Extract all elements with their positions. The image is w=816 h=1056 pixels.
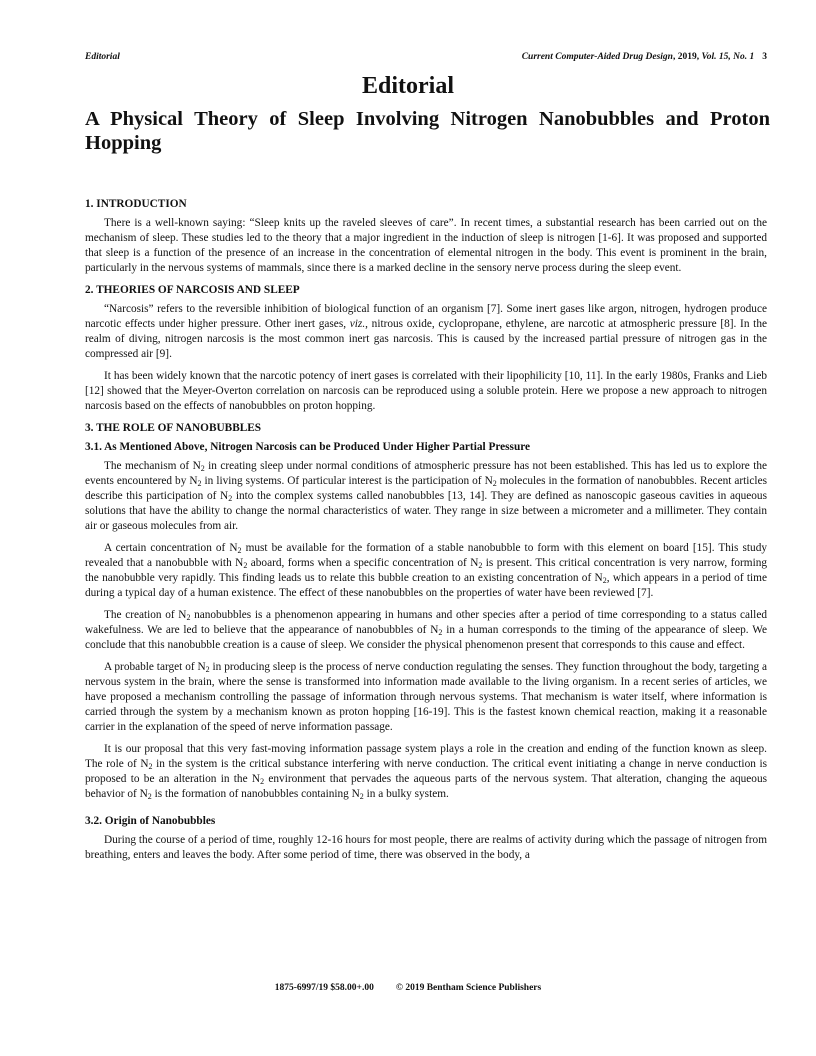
text-run: is present. This critical concentration is very narrow, forming the nanobubble very rapidly. This finding leads us to relate this bubble creation to an existing concentration of — [85, 557, 768, 584]
paragraph: It has been widely known that the narcotic potency of inert gases is correlated with their lipophilicity [10, 11]. In the early 1980s, Franks and Lieb [12] showed that the Meyer-Overton correlation on narcosis can be reproduced using a soluble protein. Here we propose a new approach to nitrogen narcosis based on the effects of nanobubbles on proton hopping. — [85, 370, 767, 412]
paragraph — [85, 541, 767, 601]
text-run: in the system is the critical substance interfering with nerve conduction. The critical event initiating a change in nerve conduction is proposed to be an alteration in the — [85, 758, 767, 785]
text-run: The mechanism of — [104, 460, 193, 472]
n2-subscript: 2 — [260, 777, 265, 786]
n2-subscript: 2 — [602, 576, 607, 585]
n2-formula: $N_2$ — [178, 609, 191, 622]
n2-subscript: 2 — [243, 561, 248, 570]
n2-subscript: 2 — [438, 628, 443, 637]
text-run: , which appears in a period of time during a typical day of a human existence. The effect of these nanobubbles on the properties of water have been reviewed [7]. — [85, 572, 767, 599]
text-run: “Narcosis” refers to the reversible inhibition of biological function of an organism [7]. Some inert gases like argon, nitrogen, hydrogen produce narcotic effects under higher pressure. Other inert gases, — [85, 303, 767, 330]
text-run: molecules in the formation of nanobubbles. Recent articles describe this participation of — [85, 475, 767, 502]
text-run: It is our proposal that this very fast-moving information passage system plays a role in the creation and ending of the function known as sleep. The role of — [85, 743, 767, 770]
n2-subscript: 2 — [200, 464, 205, 473]
n2-subscript: 2 — [492, 479, 497, 488]
article-type: Editorial — [361, 73, 454, 99]
n2-formula: $N_2$ — [189, 475, 202, 488]
text-run: nanobubbles is a phenomenon appearing in humans and other species after a period of time corresponding to a status called wakefulness. We are led to believe that the appearance of nanobubbles of — [85, 609, 767, 636]
n2-formula: $N_2$ — [430, 624, 443, 637]
n2-formula: $N_2$ — [229, 542, 242, 555]
italic-term: viz. — [349, 318, 366, 330]
text-run: in a bulky system. — [363, 788, 449, 800]
text-run: aboard, forms when a specific concentration of — [247, 557, 471, 569]
section-heading: 2. THEORIES OF NARCOSIS AND SLEEP — [85, 284, 300, 296]
n2-formula: $N_2$ — [470, 557, 483, 570]
text-run: in living systems. Of particular interest is the participation of — [201, 475, 485, 487]
n2-formula: $N_2$ — [197, 661, 210, 674]
text-run: in creating sleep under normal conditions of atmospheric pressure has not been established. This has led us to explore the events encountered by — [85, 460, 768, 487]
n2-formula: $N_2$ — [351, 788, 364, 801]
n2-subscript: 2 — [359, 792, 364, 801]
paragraph — [85, 302, 767, 362]
n2-subscript: 2 — [478, 561, 483, 570]
text-run: environment that pervades the aqueous parts of the nervous system. That alteration, changing the aqueous behavior of — [85, 773, 767, 800]
running-head-section: Editorial — [85, 52, 120, 62]
n2-subscript: 2 — [148, 762, 153, 771]
subsection-heading: 3.1. As Mentioned Above, Nitrogen Narcosis can be Produced Under Higher Partial Pressure — [85, 441, 531, 453]
subsection-heading: 3.2. Origin of Nanobubbles — [85, 815, 216, 827]
copyright: © 2019 Bentham Science Publishers — [395, 983, 542, 993]
section-introduction — [85, 197, 767, 276]
text-run: must be available for the formation of a stable nanobubble to form with this element on board [15]. This study revealed that a nanobubble with — [85, 542, 767, 569]
paragraph — [85, 608, 767, 653]
paragraph — [85, 660, 767, 735]
article-body — [85, 197, 767, 870]
text-run: A probable target of — [104, 661, 198, 673]
paragraph: There is a well-known saying: “Sleep knits up the raveled sleeves of care”. In recent times, a substantial research has been carried out on the mechanism of sleep. These studies led to the theory that a major ingredient in the induction of sleep is nitrogen [1-6]. It was proposed and supported that sleep is a function of the presence of an increase in the concentration of elemental nitrogen in the body. This event is prominent in the brain, particularly in the nervous systems of mammals, since there is a marked decline in the sensory nerve process during the sleep event. — [85, 217, 767, 274]
text-run: , nitrous oxide, cyclopropane, ethylene, are narcotic at atmospheric pressure [8]. In the realm of diving, nitrogen narcosis is the most common inert gas narcosis. This is caused by the increased partial pressure of nitrogen gas in the compressed air [9]. — [85, 318, 767, 360]
text-run: in producing sleep is the process of nerve conduction regulating the senses. They function throughout the body, targeting a nervous system in the brain, where the sense is transformed into information made available to the living organism. In a recent series of articles, we have proposed a mechanism controlling the passage of information through nervous systems. That mechanism is water itself, where information is carried through the system by a mechanism known as proton hopping [16-19]. This is the fastest known chemical reaction, making it a reasonable carrier in the explanation of the speed of nerve information passage. — [85, 661, 768, 733]
text-run: in a human corresponds to the timing of the appearance of sleep. We conclude that this nanobubble creation is a cause of sleep. We consider the physical phenomenon present that corresponds to this cause and effect. — [85, 624, 767, 651]
section-heading: 3. THE ROLE OF NANOBUBBLES — [85, 422, 262, 434]
section-nanobubbles — [85, 421, 767, 863]
section-heading: 1. INTRODUCTION — [85, 198, 187, 210]
section-theories — [85, 283, 767, 414]
journal-volume: Vol. 15, No. 1 — [701, 52, 755, 62]
paragraph — [85, 742, 767, 802]
paragraph — [85, 459, 767, 534]
article-title: A Physical Theory of Sleep Involving Nitrogen Nanobubbles and Proton Hopping — [85, 108, 770, 154]
n2-subscript: 2 — [186, 613, 191, 622]
n2-formula: $N_2$ — [192, 460, 205, 473]
n2-subscript: 2 — [228, 494, 233, 503]
issn-price: 1875-6997/19 $58.00+.00 — [274, 983, 374, 993]
n2-subscript: 2 — [197, 479, 202, 488]
n2-formula: $N_2$ — [140, 758, 153, 771]
paragraph: During the course of a period of time, roughly 12-16 hours for most people, there are realms of activity during which the passage of nitrogen from breathing, enters and leaves the body. After some period of time, there was observed in the body, a — [85, 834, 767, 861]
page-footer — [0, 983, 816, 993]
n2-formula: $N_2$ — [484, 475, 497, 488]
running-head — [85, 52, 767, 66]
text-run: is the formation of nanobubbles containing — [151, 788, 352, 800]
n2-formula: $N_2$ — [251, 773, 265, 786]
n2-subscript: 2 — [237, 546, 242, 555]
n2-subscript: 2 — [147, 792, 152, 801]
text-run: into the complex systems called nanobubbles [13, 14]. They are defined as nanoscopic gaseous cavities in aqueous solutions that have the ability to change the normal characteristics of water. They range in size between a micrometer and a millimeter. They contain air or gaseous molecules from air. — [85, 490, 767, 532]
text-run: The creation of — [104, 609, 179, 621]
running-head-citation — [522, 52, 767, 62]
n2-formula: $N_2$ — [139, 788, 152, 801]
n2-subscript: 2 — [205, 665, 210, 674]
n2-formula: $N_2$ — [594, 572, 607, 585]
n2-formula: $N_2$ — [235, 557, 248, 570]
n2-formula: $N_2$ — [220, 490, 233, 503]
text-run: A certain concentration of — [104, 542, 230, 554]
page-number: 3 — [762, 52, 767, 62]
journal-year: , 2019, — [672, 52, 702, 62]
journal-name: Current Computer-Aided Drug Design — [521, 52, 673, 62]
